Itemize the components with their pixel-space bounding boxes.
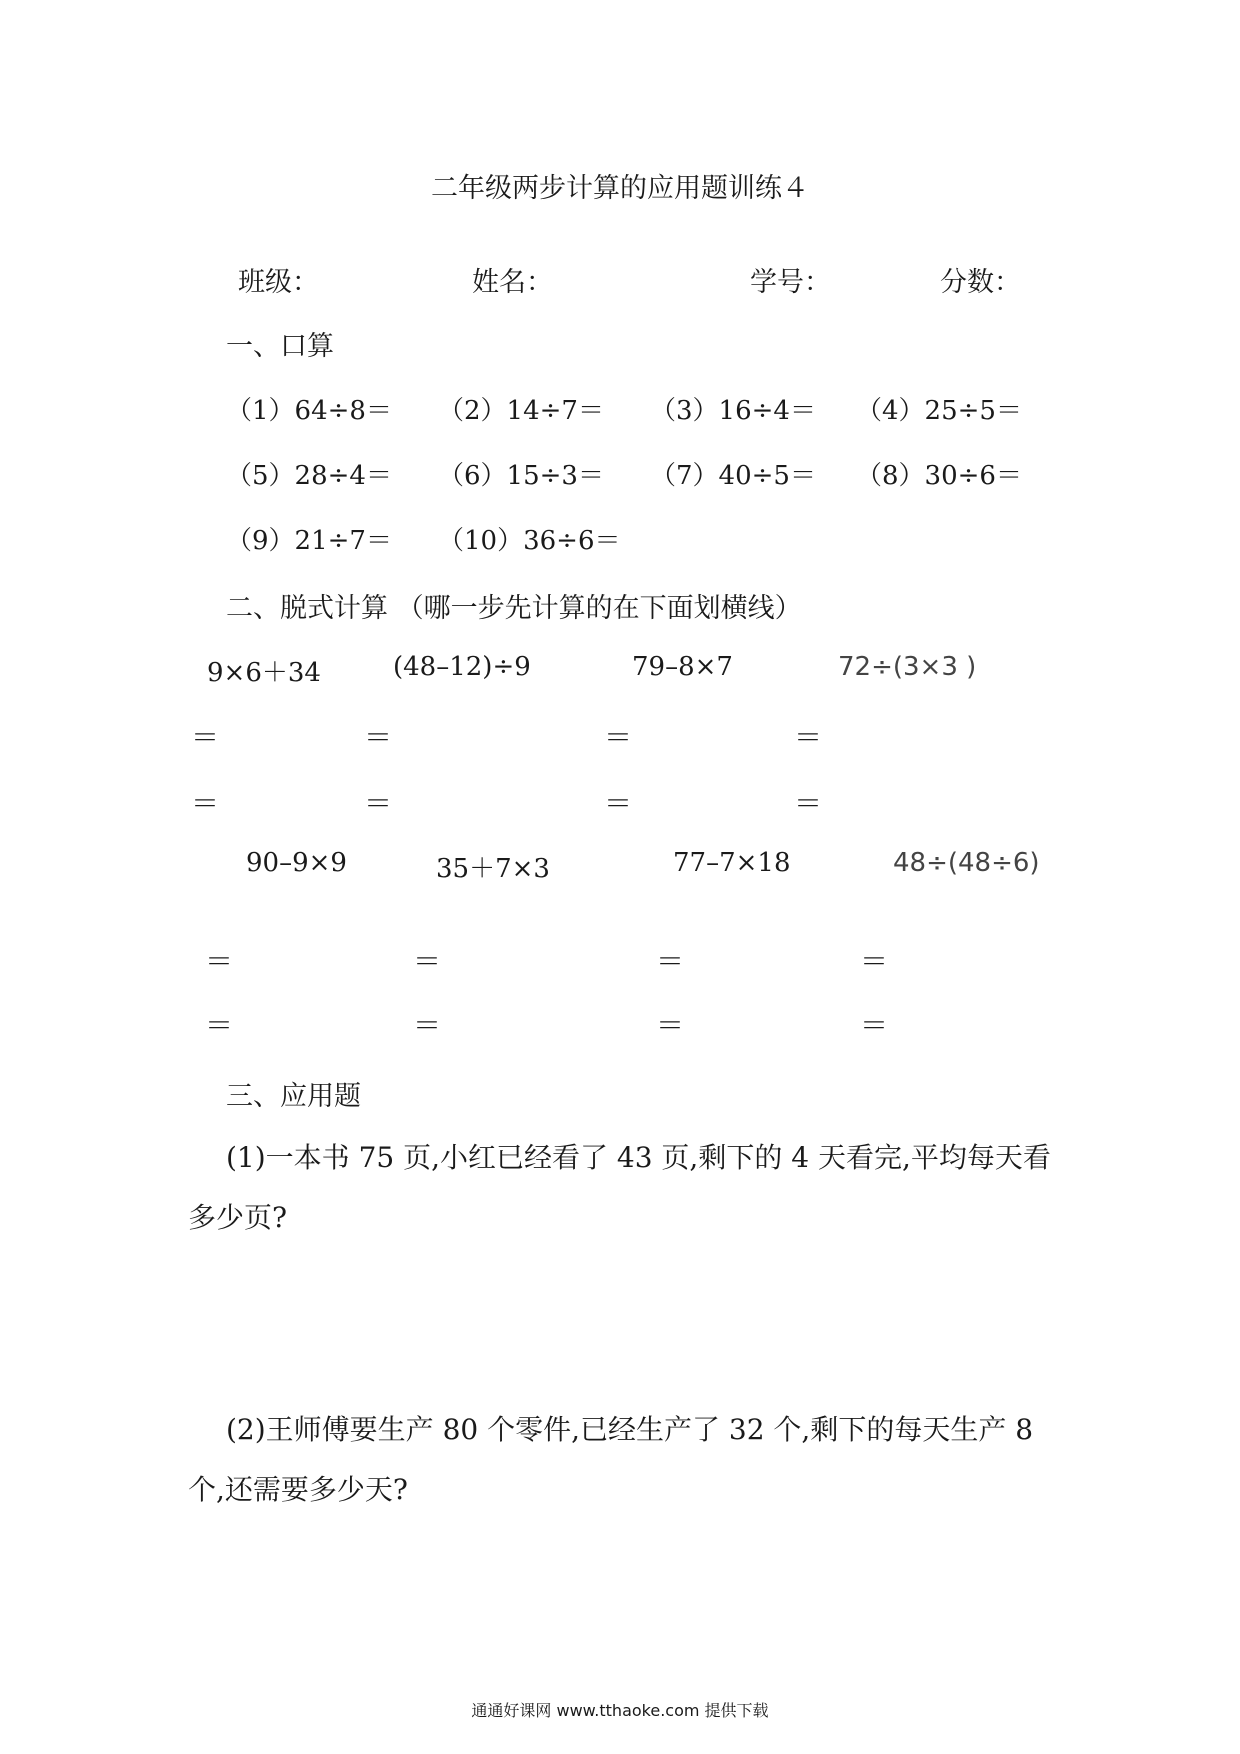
equals-sign: ＝ xyxy=(656,1009,685,1042)
equals-sign: ＝ xyxy=(794,787,823,820)
equals-sign: ＝ xyxy=(205,945,234,978)
class-label: 班级： xyxy=(238,267,319,298)
oral-item: （8）30÷6＝ xyxy=(856,461,1022,491)
equals-sign: ＝ xyxy=(364,721,393,754)
equals-sign: ＝ xyxy=(413,945,442,978)
equals-sign: ＝ xyxy=(656,945,685,978)
equals-sign: ＝ xyxy=(205,1009,234,1042)
oral-item: （6）15÷3＝ xyxy=(438,461,604,491)
stepwise-expression: (48–12)÷9 xyxy=(393,652,531,682)
oral-item: （4）25÷5＝ xyxy=(856,396,1022,426)
oral-item: （2）14÷7＝ xyxy=(438,396,604,426)
equals-sign: ＝ xyxy=(860,1009,889,1042)
name-label: 姓名： xyxy=(472,267,553,298)
oral-item: （3）16÷4＝ xyxy=(650,396,816,426)
equals-sign: ＝ xyxy=(364,787,393,820)
oral-item: （5）28÷4＝ xyxy=(226,461,392,491)
stepwise-expression: 90–9×9 xyxy=(246,848,347,878)
stepwise-expression: 9×6＋34 xyxy=(207,658,321,688)
stepwise-expression: 35＋7×3 xyxy=(436,854,550,884)
equals-sign: ＝ xyxy=(794,721,823,754)
student-number-label: 学号： xyxy=(750,267,831,298)
equals-sign: ＝ xyxy=(604,787,633,820)
equals-sign: ＝ xyxy=(191,721,220,754)
oral-item: （9）21÷7＝ xyxy=(226,526,392,556)
section-word-problems-heading: 三、应用题 xyxy=(226,1081,361,1112)
oral-item: （10）36÷6＝ xyxy=(438,526,621,556)
oral-item: （7）40÷5＝ xyxy=(650,461,816,491)
stepwise-expression: 79–8×7 xyxy=(632,652,733,682)
page-title: 二年级两步计算的应用题训练４ xyxy=(431,173,809,204)
word-problem-1: (1)一本书 75 页,小红已经看了 43 页,剩下的 4 天看完,平均每天看多少页? xyxy=(188,1141,1051,1234)
equals-sign: ＝ xyxy=(604,721,633,754)
word-problem-2: (2)王师傅要生产 80 个零件,已经生产了 32 个,剩下的每天生产 8 个,还需要多少天? xyxy=(188,1413,1034,1506)
score-label: 分数： xyxy=(940,267,1021,298)
equals-sign: ＝ xyxy=(191,787,220,820)
stepwise-expression: 48÷(48÷6) xyxy=(893,848,1040,878)
oral-item: （1）64÷8＝ xyxy=(226,396,392,426)
section-oral-heading: 一、口算 xyxy=(226,331,334,362)
equals-sign: ＝ xyxy=(860,945,889,978)
stepwise-expression: 72÷(3×3 ) xyxy=(838,652,977,682)
stepwise-expression: 77–7×18 xyxy=(673,848,791,878)
footer-source: 通通好课网 www.tthaoke.com 提供下载 xyxy=(471,1701,769,1720)
section-stepwise-heading: 二、脱式计算 （哪一步先计算的在下面划横线） xyxy=(226,593,802,624)
equals-sign: ＝ xyxy=(413,1009,442,1042)
